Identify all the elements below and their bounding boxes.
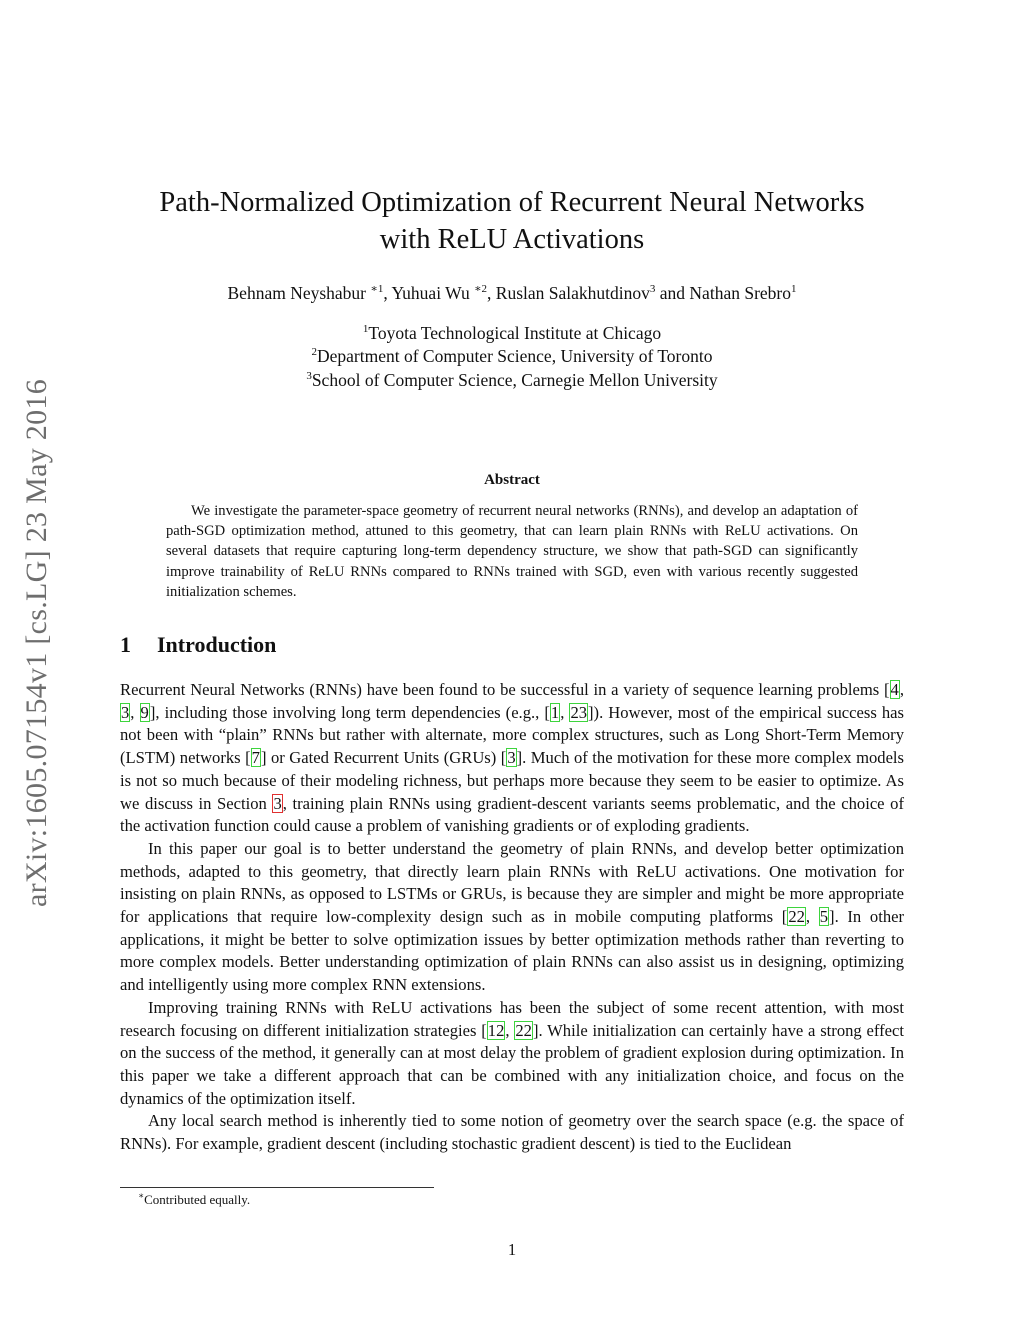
citation-link[interactable]: 5 xyxy=(819,907,829,927)
citation-link[interactable]: 22 xyxy=(788,907,805,927)
citation-link[interactable]: 12 xyxy=(487,1020,505,1040)
citation-link[interactable]: 3 xyxy=(121,702,130,722)
affiliation-list xyxy=(0,322,1024,392)
citation-link[interactable]: 7 xyxy=(251,748,260,768)
footnote xyxy=(138,1192,250,1208)
body-text xyxy=(120,679,904,1156)
paragraph: Any local search method is inherently tied to some notion of geometry over the search space (e.g. the space of RNNs). For example, gradient descent (including stochastic gradient descent) is tied to the Euclidean xyxy=(120,1111,904,1154)
citation-link[interactable]: 22 xyxy=(515,1020,532,1040)
author-affiliation-marker: 1 xyxy=(791,283,797,296)
footnote-text: Contributed equally. xyxy=(144,1192,251,1207)
author-list xyxy=(0,281,1024,305)
footnote-rule xyxy=(120,1187,434,1188)
paragraph: In this paper our goal is to better understand the geometry of plain RNNs, and develop better optimization methods, adapted to this geometry, that directly learn plain RNNs with ReLU activations. One motivation for insisting on plain RNNs, as opposed to LSTMs or GRUs, is because they are simpler and might be more appropriate for applications that require low-complexity design such as in mobile computing platforms [22, 5]. In other applications, it might be better to solve optimization issues by better optimization methods rather than reverting to more complex models. Better understanding optimization of plain RNNs can also assist us in designing, optimizing and intelligently using more complex RNN extensions. xyxy=(120,838,905,995)
arxiv-identifier: arXiv:1605.07154v1 [cs.LG] 23 May 2016 xyxy=(20,379,53,907)
citation-link[interactable]: 9 xyxy=(140,702,149,722)
affiliation xyxy=(0,322,1024,345)
abstract-heading: Abstract xyxy=(484,472,540,488)
author-separator: , xyxy=(487,283,496,303)
affiliation xyxy=(0,345,1024,368)
page-number: 1 xyxy=(507,1240,517,1259)
author-name: Nathan Srebro xyxy=(689,283,791,303)
author-affiliation-marker: ∗1 xyxy=(370,283,384,296)
affiliation-marker: 2 xyxy=(311,346,317,359)
title-line-1: Path-Normalized Optimization of Recurrent Neural Networks xyxy=(159,187,865,218)
citation-link[interactable]: 4 xyxy=(890,680,899,699)
footnote-marker: ∗ xyxy=(138,1190,145,1201)
paragraph: Improving training RNNs with ReLU activations has been the subject of some recent attention, with most research focusing on different initialization strategies [12, 22]. While initialization can certainly have a strong effect on the success of the method, it generally can at most delay the problem of gradient explosion during optimization. In this paper we take a different approach that can be combined with any initialization choice, and focus on the dynamics of the optimization itself. xyxy=(120,997,904,1108)
author-name: Behnam Neyshabur xyxy=(227,283,371,303)
section-heading xyxy=(120,632,276,658)
paper-title xyxy=(0,184,1024,258)
author-affiliation-marker: ∗2 xyxy=(474,283,488,296)
affiliation-text: Department of Computer Science, University of Toronto xyxy=(316,346,713,367)
paragraph: Recurrent Neural Networks (RNNs) have been found to be successful in a variety of sequence learning problems [4, 3, 9], including those involving long term dependencies (e.g., [1, 23]). However, most of the empirical success has not been with “plain” RNNs but rather with alternate, more complex structures, such as Long Short-Term Memory (LSTM) networks [7] or Gated Recurrent Units (GRUs) [3]. Much of the motivation for these more complex models is not so much because of their modeling richness, but perhaps more because they seem to be easier to optimize. As we discuss in Section 3, training plain RNNs using gradient-descent variants seems problematic, and the choice of the activation function could cause a problem of vanishing gradients or of exploding gradients. xyxy=(120,680,905,836)
author-name: Yuhuai Wu xyxy=(391,283,475,303)
section-title: Introduction xyxy=(157,632,277,657)
author-name: Ruslan Salakhutdinov xyxy=(495,283,650,303)
author-separator: , xyxy=(383,283,392,303)
title-line-2: with ReLU Activations xyxy=(379,224,645,255)
author-separator: and xyxy=(655,283,690,303)
affiliation-marker: 3 xyxy=(306,369,312,382)
section-reference-link[interactable]: 3 xyxy=(273,793,282,813)
affiliation-text: School of Computer Science, Carnegie Mellon University xyxy=(311,369,718,390)
section-number: 1 xyxy=(120,632,131,657)
affiliation-text: Toyota Technological Institute at Chicago xyxy=(368,323,662,343)
affiliation-marker: 1 xyxy=(362,323,369,336)
citation-link[interactable]: 1 xyxy=(550,702,560,722)
citation-link[interactable]: 3 xyxy=(507,748,516,768)
citation-link[interactable]: 23 xyxy=(570,702,588,722)
author-affiliation-marker: 3 xyxy=(649,283,656,296)
abstract-text: We investigate the parameter-space geometry of recurrent neural networks (RNNs), and develop an adaptation of path-SGD optimization method, attuned to this geometry, that can learn plain RNNs with ReLU activations. On several datasets that require capturing long-term dependency structure, we show that path-SGD can significantly improve trainability of ReLU RNNs compared to RNNs trained with SGD, even with various recently suggested initialization schemes. xyxy=(166,503,858,600)
affiliation xyxy=(0,369,1024,392)
